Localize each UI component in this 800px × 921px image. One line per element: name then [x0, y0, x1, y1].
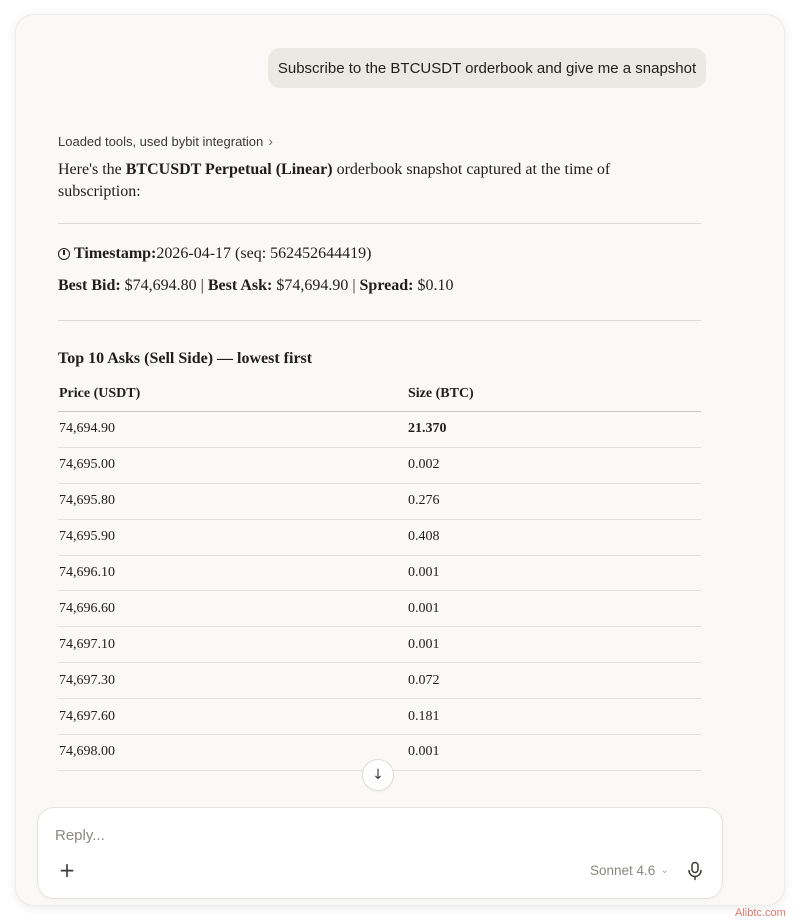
chevron-right-icon: › — [268, 133, 273, 149]
table-row — [58, 447, 701, 483]
price-cell: 74,697.60 — [58, 699, 407, 735]
size-cell: 0.001 — [407, 735, 701, 771]
price-cell: 74,698.00 — [58, 735, 407, 771]
arrow-down-icon: ↓ — [372, 767, 384, 783]
timestamp-label: Timestamp: — [74, 245, 157, 262]
price-column-header: Price (USDT) — [58, 377, 407, 412]
timer-icon — [58, 248, 70, 260]
table-row — [58, 699, 701, 735]
divider — [58, 223, 701, 224]
best-bid-value: $74,694.80 | — [120, 277, 208, 294]
watermark: Alibtc.com — [735, 907, 786, 919]
asks-table-heading: Top 10 Asks (Sell Side) — lowest first — [58, 350, 313, 367]
intro-prefix: Here's the — [58, 161, 126, 178]
voice-input-button[interactable] — [686, 861, 704, 881]
size-cell — [407, 412, 701, 448]
price-cell: 74,694.90 — [58, 412, 407, 448]
add-attachment-button[interactable] — [56, 859, 78, 881]
tools-disclosure[interactable] — [58, 133, 273, 149]
price-cell: 74,695.90 — [58, 519, 407, 555]
best-ask-value: $74,694.90 | — [272, 277, 360, 294]
plus-icon: + — [58, 858, 76, 882]
model-selector[interactable] — [590, 863, 669, 878]
size-column-header: Size (BTC) — [407, 377, 701, 412]
spread-value: $0.10 — [413, 277, 454, 294]
microphone-icon — [686, 861, 704, 881]
timestamp-value: 2026-04-17 (seq: 562452644419) — [156, 245, 372, 262]
table-row — [58, 627, 701, 663]
table-header-row — [58, 377, 701, 412]
tools-disclosure-label: Loaded tools, used bybit integration — [58, 133, 264, 149]
size-cell: 0.408 — [407, 519, 701, 555]
scroll-to-bottom-button[interactable] — [363, 760, 393, 790]
user-message-text: Subscribe to the BTCUSDT orderbook and give me a snapshot — [277, 59, 697, 77]
intro-bold: BTCUSDT Perpetual (Linear) — [125, 161, 333, 178]
table-row — [58, 555, 701, 591]
chat-window — [16, 15, 784, 905]
divider — [58, 320, 701, 321]
price-cell: 74,695.80 — [58, 483, 407, 519]
price-cell: 74,697.30 — [58, 663, 407, 699]
table-row — [58, 519, 701, 555]
size-cell: 0.001 — [407, 591, 701, 627]
best-bid-label: Best Bid: — [58, 277, 121, 294]
reply-composer — [38, 808, 722, 898]
best-ask-label: Best Ask: — [207, 277, 273, 294]
price-cell: 74,697.10 — [58, 627, 407, 663]
price-cell: 74,695.00 — [58, 447, 407, 483]
timestamp-line — [58, 245, 371, 263]
user-message-bubble — [268, 48, 706, 88]
price-cell: 74,696.60 — [58, 591, 407, 627]
asks-table — [58, 377, 701, 771]
size-cell: 0.002 — [407, 447, 701, 483]
size-cell: 0.072 — [407, 663, 701, 699]
spread-label: Spread: — [359, 277, 414, 294]
size-cell: 0.181 — [407, 699, 701, 735]
price-cell: 74,696.10 — [58, 555, 407, 591]
reply-input[interactable] — [55, 827, 555, 844]
model-name: Sonnet 4.6 — [590, 863, 656, 878]
size-cell: 0.276 — [407, 483, 701, 519]
size-cell-bold: 21.370 — [408, 421, 447, 437]
assistant-intro — [58, 159, 678, 203]
table-row — [58, 483, 701, 519]
chevron-down-icon: ⌄ — [660, 865, 669, 876]
table-row — [58, 412, 701, 448]
size-cell: 0.001 — [407, 627, 701, 663]
intro-suffix: orderbook snapshot captured at the time of subscription: — [58, 161, 611, 200]
size-cell: 0.001 — [407, 555, 701, 591]
table-row — [58, 663, 701, 699]
table-row — [58, 591, 701, 627]
quote-line — [58, 277, 453, 295]
